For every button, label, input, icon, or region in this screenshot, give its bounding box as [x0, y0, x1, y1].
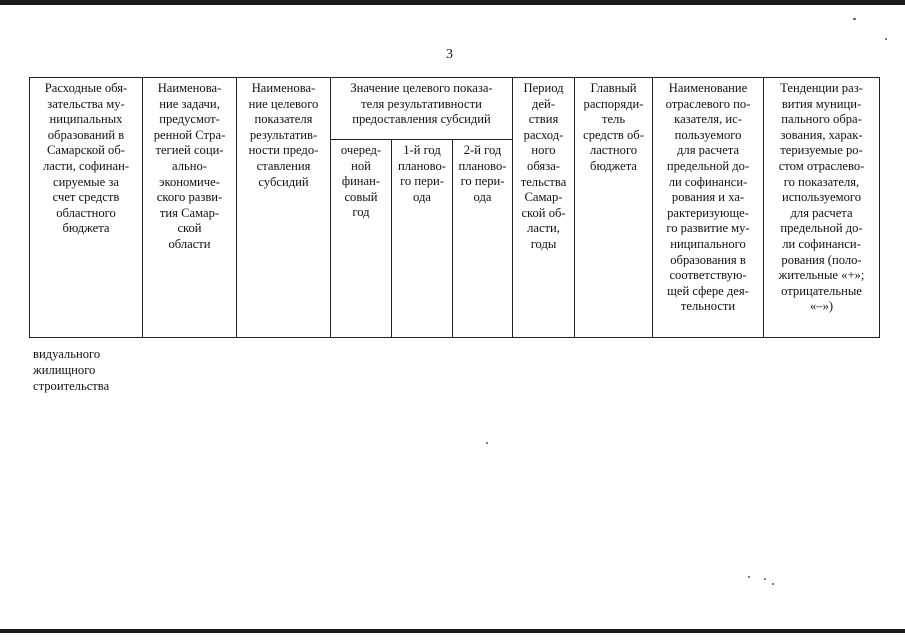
column-header-period: Период дей- ствия расход- ного обяза- тельства Самар- ской об- ласти, годы: [513, 78, 575, 338]
scan-speck: [853, 18, 856, 20]
column-header-task: Наименова- ние задачи, предусмот- ренной Стра- тегией соци- ально- экономиче- ского разви- тия Самар- ской области: [143, 78, 237, 338]
continuation-text: видуального жилищного строительства: [33, 347, 110, 393]
column-header-trends: Тенденции раз- вития муници- пального обра- зования, харак- теризуемые ро- стом отраслево- го показателя, используемого для расчета предельной до- ли софинанси- рования (поло- жительные «+»; отрицательные «–»): [764, 78, 880, 338]
column-header-sector-indicator: Наименование отраслевого по- казателя, ис- пользуемого для расчета предельной до- ли софинанси- рования и ха- рактеризующе- го развитие му- ниципального образования в соответствую- щей сфере дея- тельности: [653, 78, 764, 338]
column-header-indicator: Наименова- ние целевого показателя результатив- ности предо- ставления субсидий: [237, 78, 331, 338]
column-header-manager: Главный распоряди- тель средств об- ластного бюджета: [575, 78, 653, 338]
bottom-border-line: [0, 629, 905, 633]
subheader-next-year: очеред- ной финан- совый год: [331, 140, 392, 338]
column-header-target-value: Значение целевого показа- теля результативности предоставления субсидий: [331, 78, 513, 140]
top-border-line: [0, 0, 905, 5]
page-number: 3: [446, 47, 453, 62]
column-header-obligations: Расходные обя- зательства му- ниципальных образований в Самарской об- ласти, софинан- сируемые за счет средств областного бюджета: [30, 78, 143, 338]
scan-speck: [764, 578, 766, 580]
scan-speck: [885, 38, 887, 40]
subheader-plan-year-2: 2-й год планово- го пери- ода: [453, 140, 513, 338]
scan-speck: [486, 442, 488, 444]
scan-speck: [772, 583, 774, 585]
subheader-plan-year-1: 1-й год планово- го пери- ода: [392, 140, 453, 338]
scan-speck: [748, 576, 750, 578]
header-table: [29, 77, 880, 338]
